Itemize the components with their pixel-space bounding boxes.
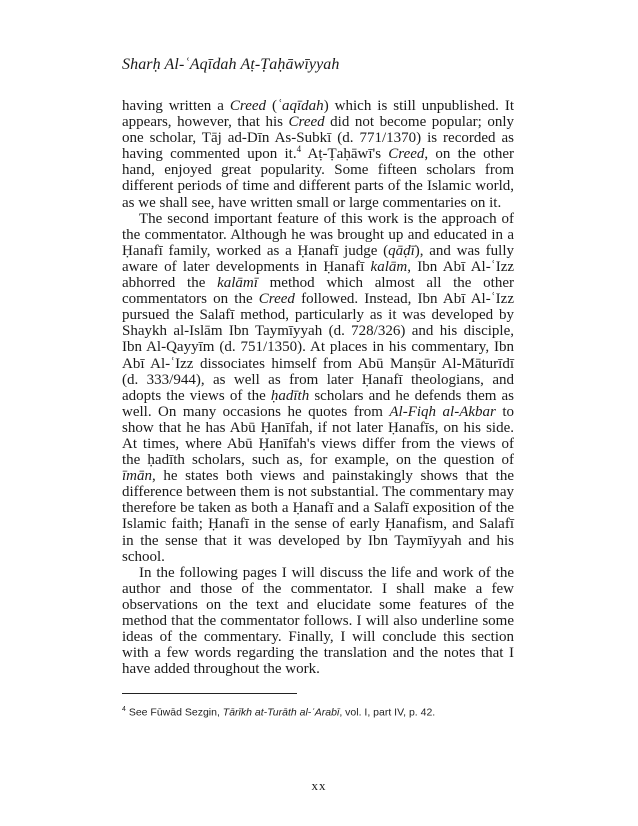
- footnote-book-title: Tārīkh at-Turāth al-ʿArabī: [222, 706, 340, 719]
- paragraph-3: In the following pages I will discuss the life and work of the author and those of the commentator. I shall make a few observations on the text and elucidate some features of the method that the commentator follows. I will also underline some ideas of the commentary. Finally, I will conclude this section with a few words regarding the translation and the notes that I have added throughout the work.: [122, 564, 514, 678]
- paragraph-1: [122, 98, 514, 211]
- running-head-title: Sharḥ Al-ʿAqīdah Aṭ-Ṭaḥāwīyyah: [122, 56, 340, 73]
- footnote: [122, 706, 435, 719]
- italic-term: ʿaqīdah: [277, 98, 324, 114]
- text-run: , he states both views and painstakingly shows that the difference between them is not substantial. The commentary may therefore be taken as both a Ḥanafī and a Salafī exposition of the Islamic faith; Ḥanafī in the sense of early Ḥanafism, and Salafī in the sense that it was developed by Ibn Taymīyyah and his school.: [122, 468, 514, 565]
- text-run: The second important feature of this work is the approach of the commentator. Although he was brought up and educated in a Ḥanafī family, worked as a Ḥanafī judge (: [122, 210, 514, 259]
- italic-term: īmān: [122, 468, 152, 485]
- italic-term: ḥadīth: [270, 387, 310, 404]
- text-run: (: [266, 98, 278, 114]
- italic-term: Creed: [258, 291, 295, 308]
- text-run: , on the other hand, enjoyed great popularity. Some fifteen scholars from different periods of time and different parts of the Islamic world, as we shall see, have written small or large commentaries on it.: [122, 146, 515, 211]
- main-text: [122, 98, 514, 677]
- paragraph-2: [122, 211, 514, 565]
- footnote-marker: 4: [122, 706, 126, 713]
- footnote-text: See Fūwād Sezgin,: [125, 706, 223, 719]
- footnote-text: , vol. I, part IV, p. 42.: [339, 706, 436, 719]
- text-run: followed. Instead, Ibn Abī Al-ʿIzz pursued the Salafī method, particularly as it was developed by Shaykh al-Islām Ibn Taymīyyah (d. 728/326) and his disciple, Ibn Al-Qayyīm (d. 751/1350). At places in his commentary, Ibn Abī Al-ʿIzz dissociates himself from Abū Manṣūr Al-Māturīdī (d. 333/944), as well as from later Ḥanafī theologians, and adopts the views of the: [122, 291, 514, 404]
- italic-term: Creed: [388, 146, 425, 163]
- text-run: , Ibn Abī Al-ʿIzz abhorred the: [122, 258, 515, 292]
- italic-term: Al-Fiqh al-Akbar: [389, 403, 496, 420]
- text-run: ) which is still unpublished. It appears, however, that his: [122, 98, 514, 131]
- footnote-reference[interactable]: 4: [296, 144, 302, 155]
- text-run: Aṭ-Ṭaḥāwī's: [301, 146, 389, 163]
- text-run: method which almost all the other commentators on the: [122, 275, 514, 308]
- italic-term: kalāmī: [217, 275, 258, 292]
- footnote-divider: [122, 693, 297, 694]
- italic-term: Creed: [229, 98, 267, 114]
- text-run: to show that he has Abū Ḥanīfah, if not later Ḥanafīs, on his side. At times, where Abū Ḥanīfah's views differ from the views of the ḥadīth scholars, such as, for example, on the question of: [122, 403, 515, 469]
- text-run: ), and was fully aware of later developments in Ḥanafī: [122, 242, 515, 275]
- text-run: having written a: [122, 98, 230, 114]
- italic-term: qāḍī: [388, 242, 415, 259]
- text-run: did not become popular; only one scholar, Tāj ad-Dīn As-Subkī (d. 771/1370) is recorded as having commented upon it.: [122, 114, 514, 163]
- italic-term: Creed: [288, 114, 325, 131]
- italic-term: kalām: [370, 258, 408, 275]
- page-number: xx: [311, 778, 327, 793]
- text-run: scholars and he defends them as well. On many occasions he quotes from: [122, 387, 514, 420]
